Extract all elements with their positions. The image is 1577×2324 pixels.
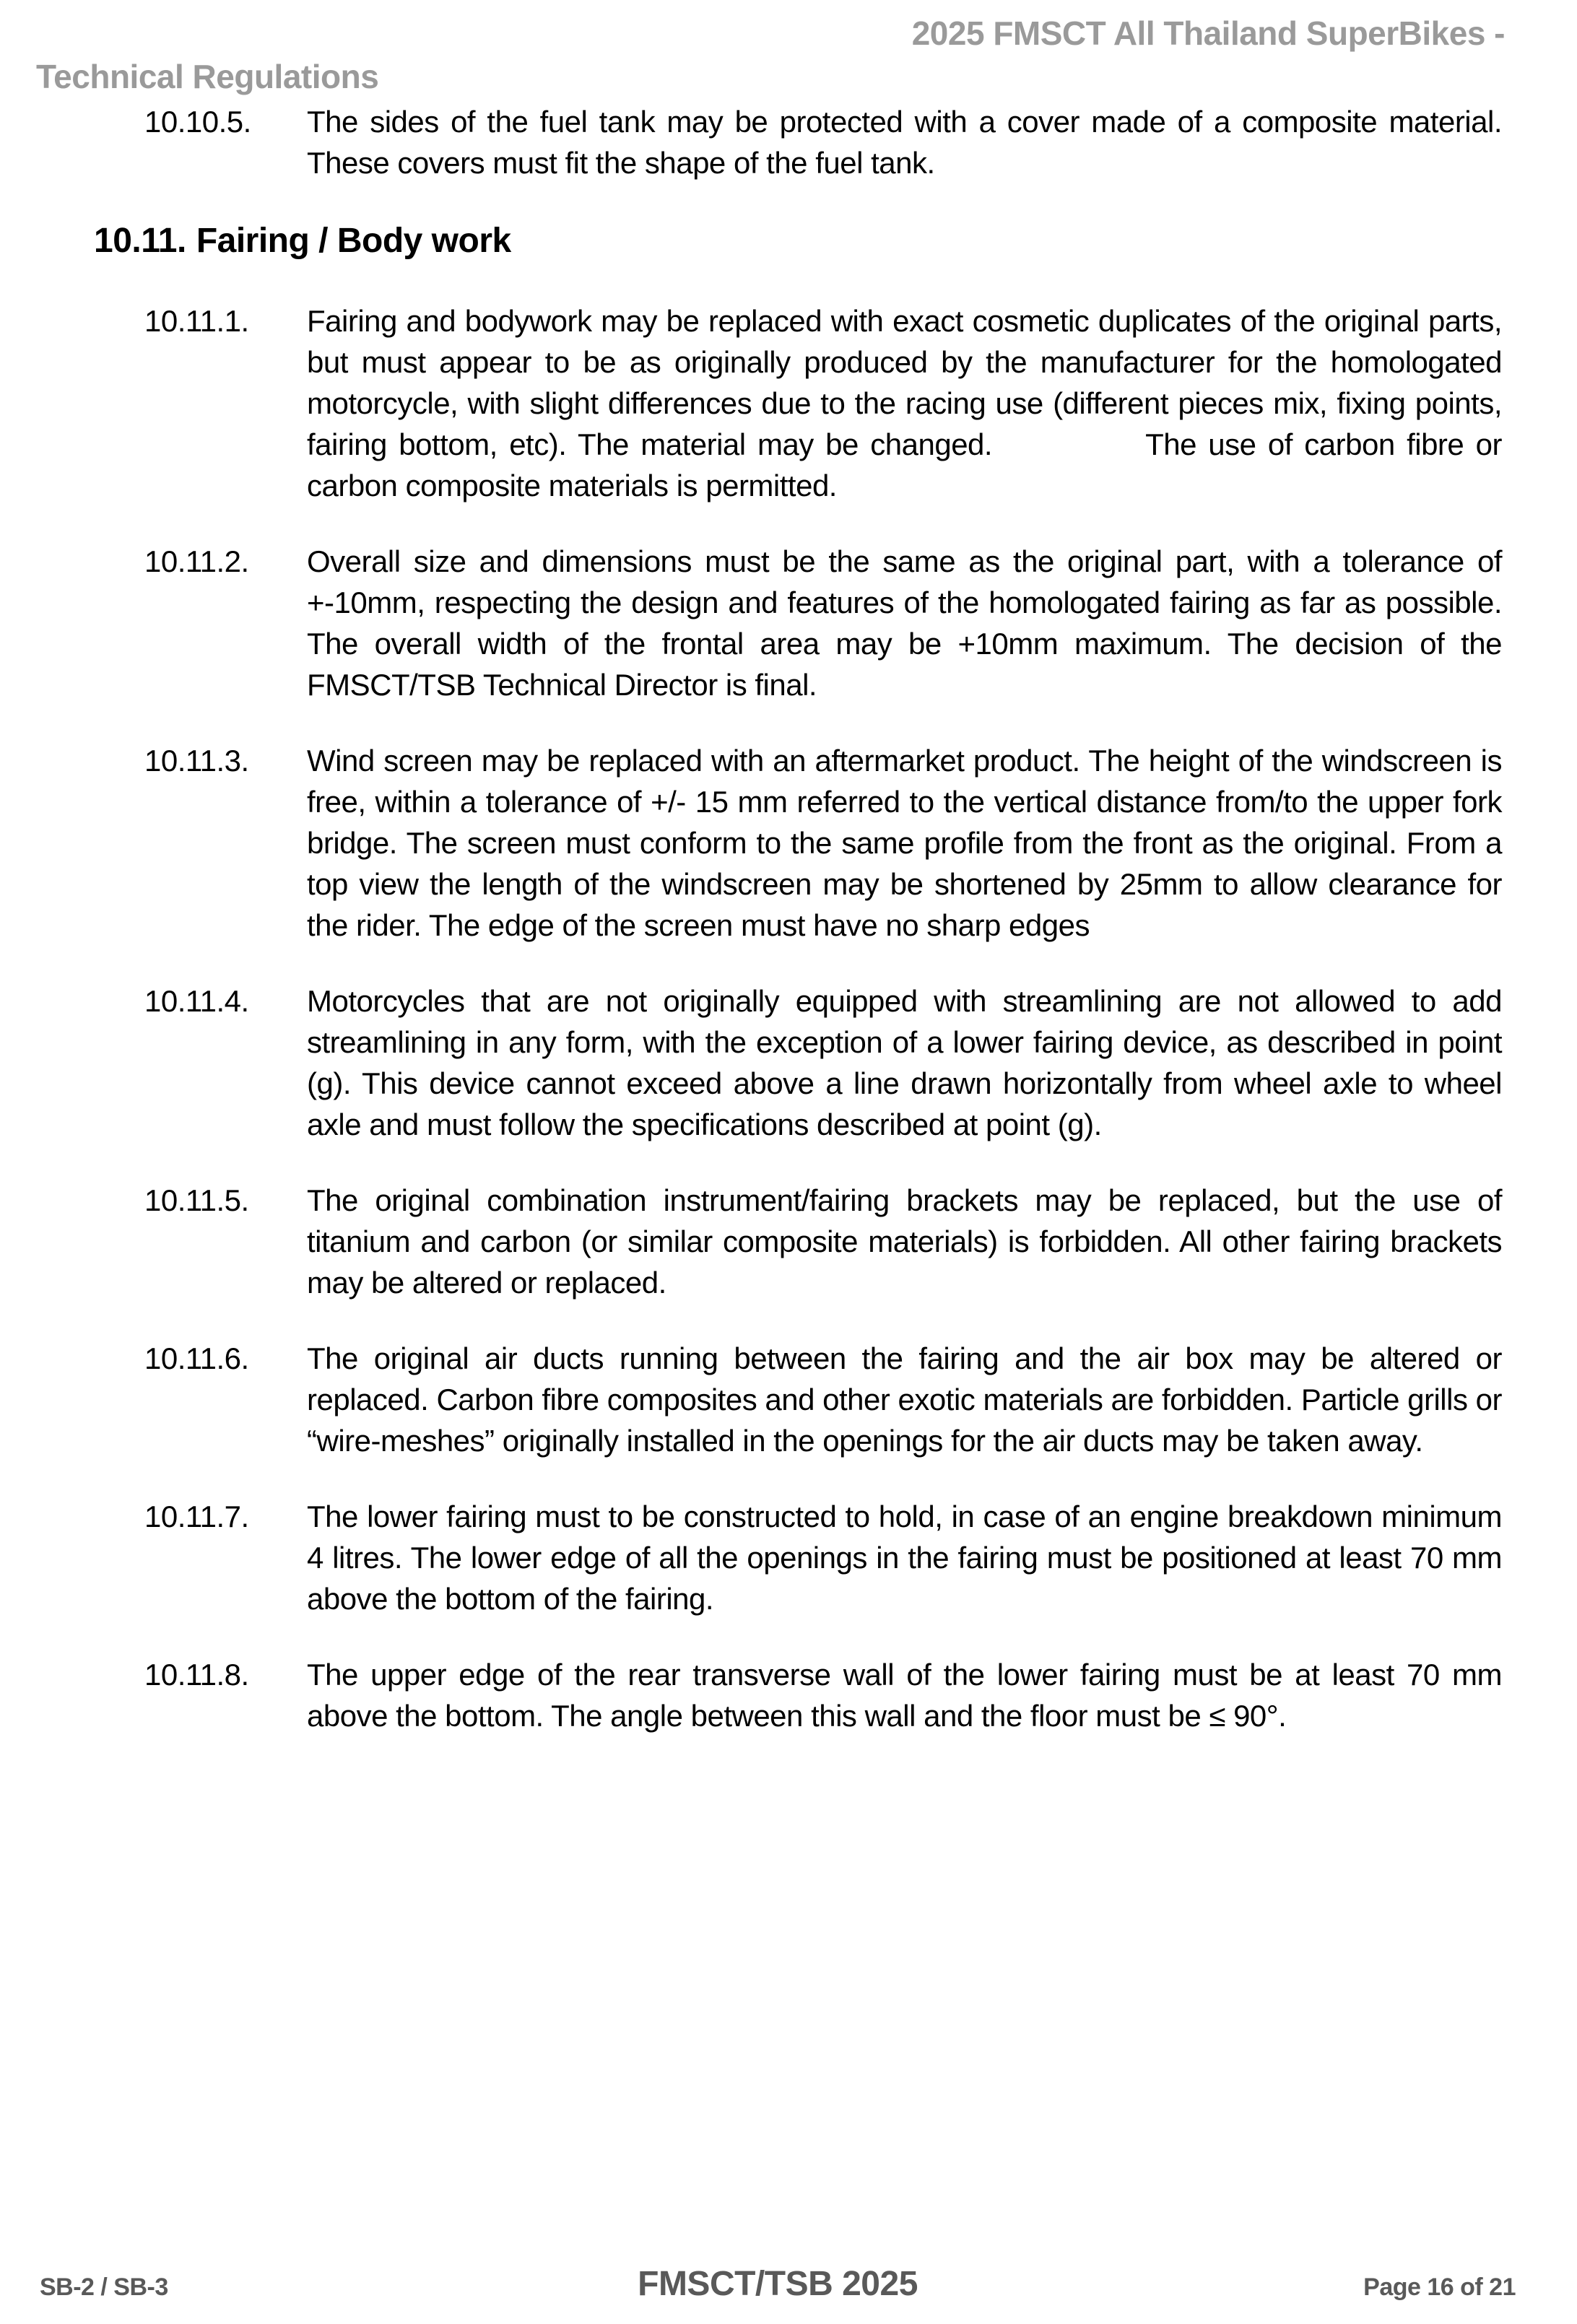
clause-text: The lower fairing must to be constructed to hold, in case of an engine breakdown minimum 4 litres. The lower edge of all the openings in the fairing must be positioned at least 70 mm above the bottom of the fairing.: [307, 1500, 1502, 1616]
clause-10-11-2: [144, 541, 1502, 705]
clause-number: 10.11.4.: [144, 984, 249, 1018]
page-header: [36, 12, 1505, 98]
clause-number: 10.11.6.: [144, 1341, 249, 1375]
clause-text: Fairing and bodywork may be replaced with exact cosmetic duplicates of the original parts, but must appear to be as originally produced by the manufacturer for the homologated motorcycle, with slight differences due to the racing use (different pieces mix, fixing points, fairing bottom, etc). The material may be changed. The use of carbon fibre or carbon composite materials is permitted.: [307, 304, 1502, 502]
header-title-line1: 2025 FMSCT All Thailand SuperBikes -: [911, 14, 1505, 52]
section-number: 10.11.: [94, 222, 186, 260]
clause-text: The original combination instrument/fairing brackets may be replaced, but the use of titanium and carbon (or similar composite materials) is forbidden. All other fairing brackets may be altered or replaced.: [307, 1183, 1502, 1300]
header-title-line2: Technical Regulations: [36, 58, 379, 95]
footer-page-number: Page 16 of 21: [1363, 2273, 1516, 2301]
clause-text: Overall size and dimensions must be the same as the original part, with a tolerance of +-10mm, respecting the design and features of the homologated fairing as far as possible. The overall width of the frontal area may be +10mm maximum. The decision of the FMSCT/TSB Technical Director is final.: [307, 544, 1502, 702]
clause-10-11-5: [144, 1180, 1502, 1303]
clause-text: The upper edge of the rear transverse wall of the lower fairing must be at least 70 mm above the bottom. The angle between this wall and the floor must be ≤ 90°.: [307, 1658, 1502, 1733]
clause-text: Wind screen may be replaced with an aftermarket product. The height of the windscreen is free, within a tolerance of +/- 15 mm referred to the vertical distance from/to the upper fork bridge. The screen must conform to the same profile from the front as the original. From a top view the length of the windscreen may be shortened by 25mm to allow clearance for the rider. The edge of the screen must have no sharp edges: [307, 744, 1502, 942]
clause-number: 10.11.8.: [144, 1658, 249, 1692]
clause-number: 10.10.5.: [144, 105, 251, 139]
clause-10-11-6: [144, 1338, 1502, 1461]
document-body: [94, 101, 1502, 1771]
clause-number: 10.11.5.: [144, 1183, 249, 1217]
clause-10-11-4: [144, 980, 1502, 1145]
clause-text: The sides of the fuel tank may be protected with a cover made of a composite material. These covers must fit the shape of the fuel tank.: [307, 105, 1502, 180]
clause-10-11-7: [144, 1496, 1502, 1619]
footer-class-codes: SB-2 / SB-3: [40, 2273, 168, 2301]
clause-10-10-5: [144, 101, 1502, 183]
section-heading-10-11: [94, 219, 1502, 263]
clause-text: Motorcycles that are not originally equipped with streamlining are not allowed to add streamlining in any form, with the exception of a lower fairing device, as described in point (g). This device cannot exceed above a line drawn horizontally from wheel axle to wheel axle and must follow the specifications described at point (g).: [307, 984, 1502, 1141]
section-title: Fairing / Body work: [196, 222, 511, 260]
clause-10-11-1: [144, 300, 1502, 506]
clause-10-11-8: [144, 1654, 1502, 1736]
footer-document-title: FMSCT/TSB 2025: [638, 2265, 918, 2303]
page-footer: [40, 2264, 1516, 2304]
clause-number: 10.11.2.: [144, 544, 249, 578]
clause-number: 10.11.1.: [144, 304, 249, 338]
clause-number: 10.11.7.: [144, 1500, 249, 1533]
clause-text: The original air ducts running between the fairing and the air box may be altered or replaced. Carbon fibre composites and other exotic materials are forbidden. Particle grills or “wire-meshes” originally installed in the openings for the air ducts may be taken away.: [307, 1341, 1502, 1458]
clause-number: 10.11.3.: [144, 744, 249, 778]
clause-10-11-3: [144, 740, 1502, 946]
